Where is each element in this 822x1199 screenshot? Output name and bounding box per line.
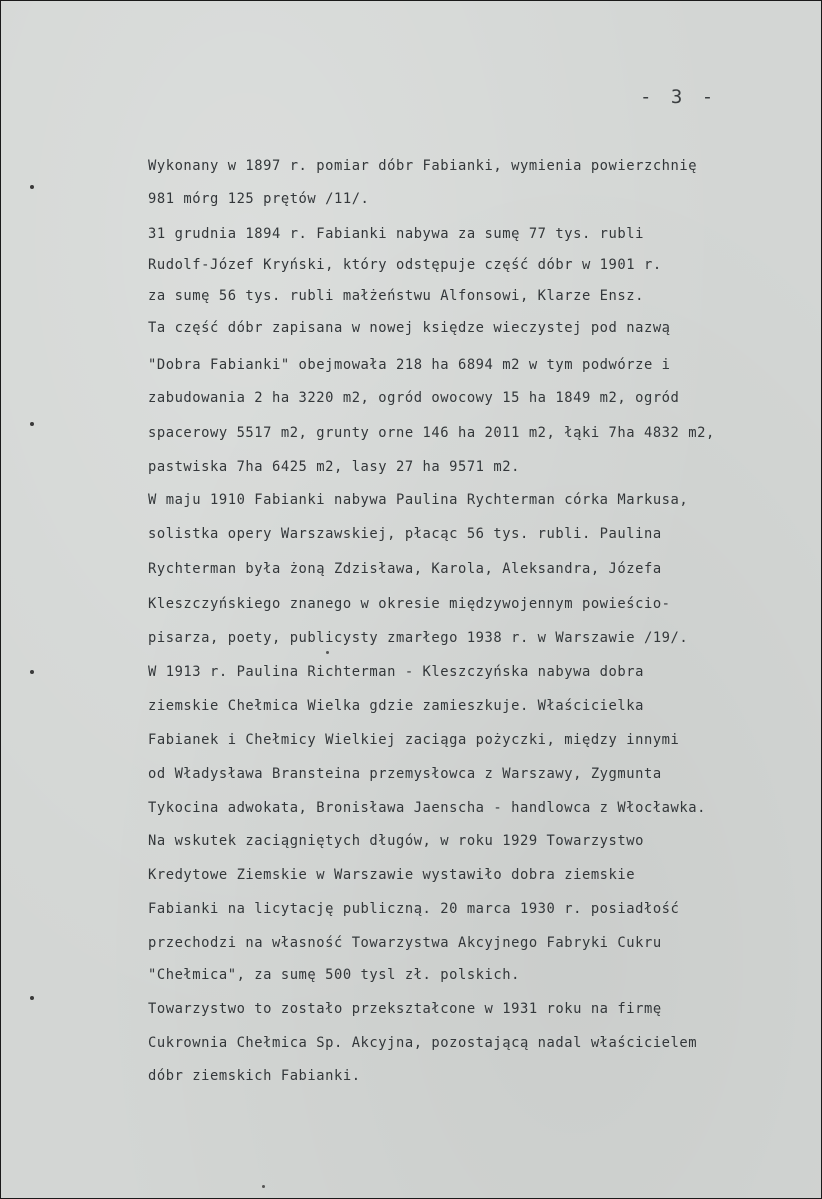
text-line-9: spacerowy 5517 m2, grunty orne 146 ha 2011 m2, łąki 7ha 4832 m2, bbox=[148, 425, 715, 441]
text-line-4: Rudolf-Józef Kryński, który odstępuje część dóbr w 1901 r. bbox=[148, 257, 662, 273]
text-line-19: od Władysława Bransteina przemysłowca z Warszawy, Zygmunta bbox=[148, 766, 662, 782]
text-line-13: Rychterman była żoną Zdzisława, Karola, Aleksandra, Józefa bbox=[148, 561, 662, 577]
text-line-26: Towarzystwo to zostało przekształcone w 1931 roku na firmę bbox=[148, 1001, 662, 1017]
text-line-15: pisarza, poety, publicysty zmarłego 1938 r. w Warszawie /19/. bbox=[148, 630, 689, 646]
margin-dot bbox=[30, 422, 34, 426]
text-line-3: 31 grudnia 1894 r. Fabianki nabywa za sumę 77 tys. rubli bbox=[148, 226, 644, 242]
margin-dot bbox=[30, 185, 34, 189]
margin-dot bbox=[30, 996, 34, 1000]
text-line-8: zabudowania 2 ha 3220 m2, ogród owocowy 15 ha 1849 m2, ogród bbox=[148, 390, 680, 406]
text-line-2: 981 mórg 125 prętów /11/. bbox=[148, 191, 370, 207]
text-line-27: Cukrownia Chełmica Sp. Akcyjna, pozostającą nadal właścicielem bbox=[148, 1035, 698, 1051]
text-line-28: dóbr ziemskich Fabianki. bbox=[148, 1068, 361, 1084]
text-line-22: Kredytowe Ziemskie w Warszawie wystawiło dobra ziemskie bbox=[148, 867, 636, 883]
text-line-24: przechodzi na własność Towarzystwa Akcyjnego Fabryki Cukru bbox=[148, 935, 662, 951]
text-line-6: Ta część dóbr zapisana w nowej księdze wieczystej pod nazwą bbox=[148, 320, 671, 336]
text-line-21: Na wskutek zaciągniętych długów, w roku 1929 Towarzystwo bbox=[148, 833, 644, 849]
text-line-23: Fabianki na licytację publiczną. 20 marca 1930 r. posiadłość bbox=[148, 901, 680, 917]
text-line-5: za sumę 56 tys. rubli małżeństwu Alfonsowi, Klarze Ensz. bbox=[148, 288, 644, 304]
paper-speck bbox=[262, 1185, 265, 1188]
text-line-11: W maju 1910 Fabianki nabywa Paulina Rychterman córka Markusa, bbox=[148, 492, 689, 508]
text-line-18: Fabianek i Chełmicy Wielkiej zaciąga pożyczki, między innymi bbox=[148, 732, 680, 748]
text-line-10: pastwiska 7ha 6425 m2, lasy 27 ha 9571 m2. bbox=[148, 459, 520, 475]
margin-dot bbox=[30, 670, 34, 674]
text-line-14: Kleszczyńskiego znanego w okresie międzywojennym powieścio- bbox=[148, 596, 671, 612]
text-line-17: ziemskie Chełmica Wielka gdzie zamieszkuje. Właścicielka bbox=[148, 698, 644, 714]
text-line-7: "Dobra Fabianki" obejmowała 218 ha 6894 m2 w tym podwórze i bbox=[148, 357, 671, 373]
text-line-12: solistka opery Warszawskiej, płacąc 56 tys. rubli. Paulina bbox=[148, 526, 662, 542]
text-line-1: Wykonany w 1897 r. pomiar dóbr Fabianki, wymienia powierzchnię bbox=[148, 158, 698, 174]
paper-speck bbox=[326, 651, 329, 654]
text-line-16: W 1913 r. Paulina Richterman - Kleszczyńska nabywa dobra bbox=[148, 664, 644, 680]
text-line-20: Tykocina adwokata, Bronisława Jaenscha - handlowca z Włocławka. bbox=[148, 800, 706, 816]
page-number: - 3 - bbox=[640, 86, 718, 108]
text-line-25: "Chełmica", za sumę 500 tysl zł. polskich. bbox=[148, 967, 520, 983]
